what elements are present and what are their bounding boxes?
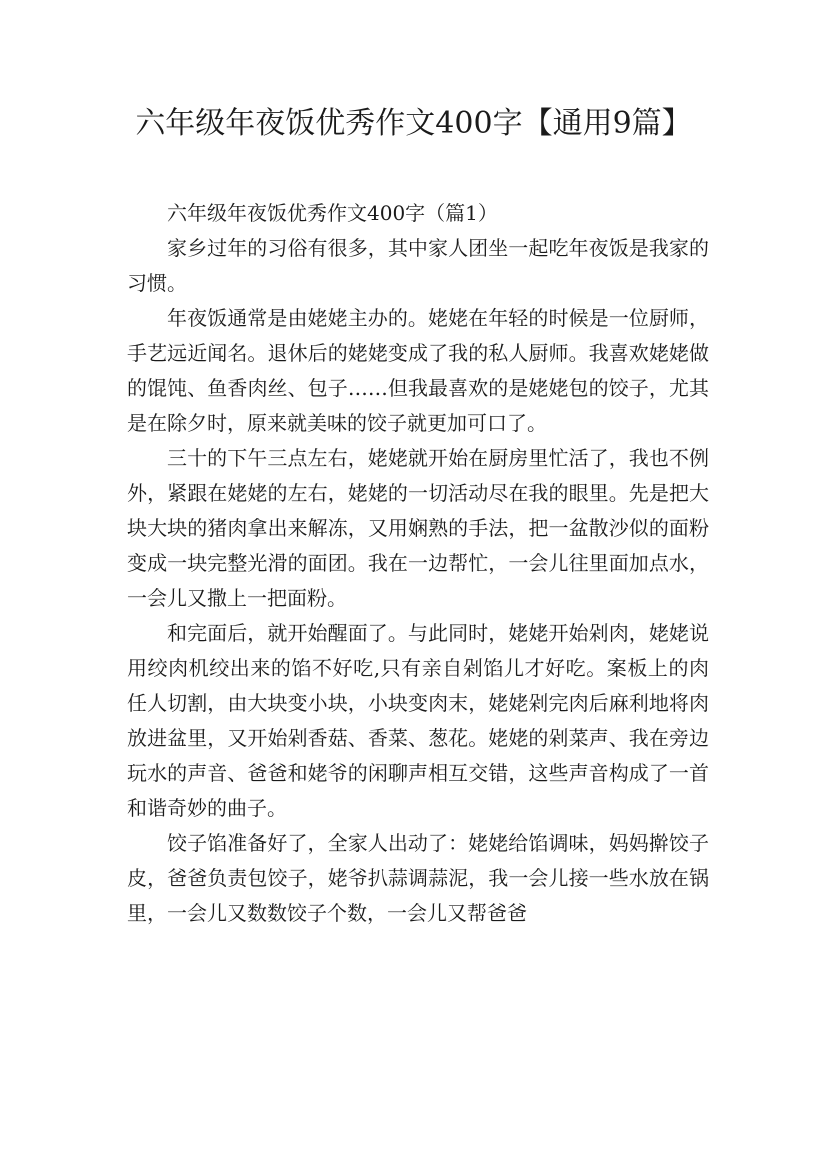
paragraph-3: 三十的下午三点左右，姥姥就开始在厨房里忙活了，我也不例外，紧跟在姥姥的左右，姥姥的一切活动尽在我的眼里。先是把大块大块的猪肉拿出来解冻，又用娴熟的手法，把一盆散沙似的面粉变成一块完整光滑的面团。我在一边帮忙，一会儿往里面加点水，一会儿又撒上一把面粉。 [127, 446, 709, 610]
document-title: 六年级年夜饭优秀作文400字【通用9篇】 [135, 106, 692, 141]
paragraph-4: 和完面后，就开始醒面了。与此同时，姥姥开始剁肉，姥姥说用绞肉机绞出来的馅不好吃,只有亲自剁馅儿才好吃。案板上的肉任人切割，由大块变小块，小块变肉末，姥姥剁完肉后麻利地将肉放进盆里，又开始剁香菇、香菜、葱花。姥姥的剁菜声、我在旁边玩水的声音、爸爸和姥爷的闲聊声相互交错，这些声音构成了一首和谐奇妙的曲子。 [127, 621, 709, 820]
section-heading: 六年级年夜饭优秀作文400字（篇1） [167, 201, 498, 225]
paragraph-1: 家乡过年的习俗有很多，其中家人团坐一起吃年夜饭是我家的习惯。 [127, 236, 709, 295]
paragraph-2: 年夜饭通常是由姥姥主办的。姥姥在年轻的时候是一位厨师，手艺远近闻名。退休后的姥姥变成了我的私人厨师。我喜欢姥姥做的馄饨、鱼香肉丝、包子……但我最喜欢的是姥姥包的饺子，尤其是在除夕时，原来就美味的饺子就更加可口了。 [127, 306, 709, 435]
paragraph-5: 饺子馅准备好了，全家人出动了：姥姥给馅调味，妈妈擀饺子皮，爸爸负责包饺子，姥爷扒蒜调蒜泥，我一会儿接一些水放在锅里，一会儿又数数饺子个数，一会儿又帮爸爸 [127, 831, 709, 925]
document-body [127, 196, 709, 931]
